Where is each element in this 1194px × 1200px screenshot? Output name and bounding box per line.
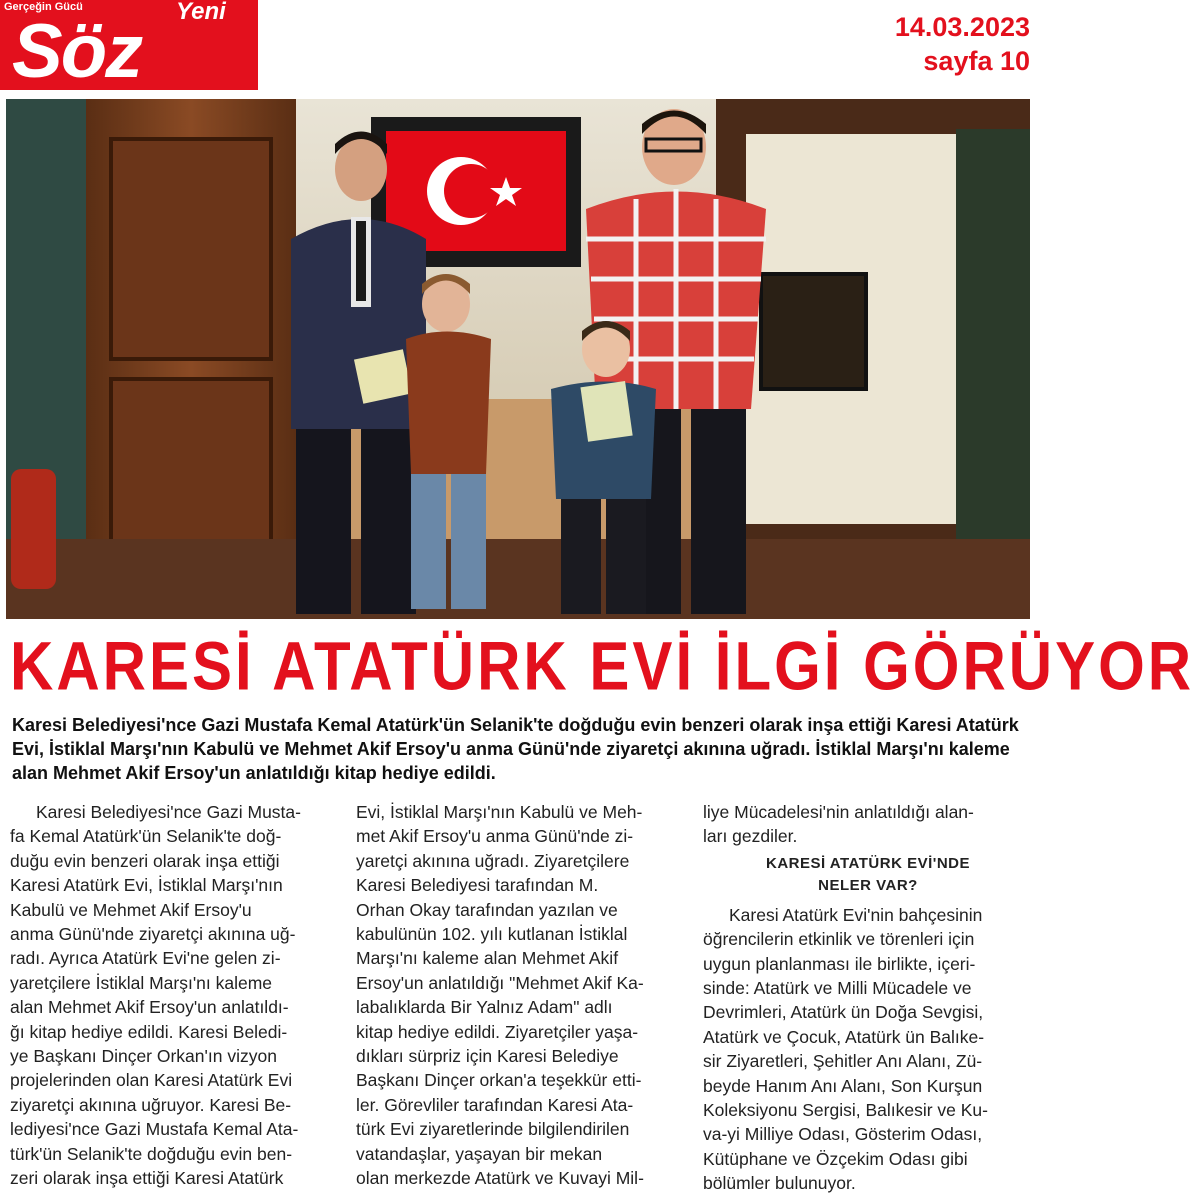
body-line: ziyaretçi akınına uğruyor. Karesi Be-	[10, 1094, 292, 1115]
body-line: ğı kitap hediye edildi. Karesi Beledi-	[10, 1021, 288, 1042]
article-subheading	[703, 853, 1033, 897]
body-column-1	[10, 800, 340, 1191]
body-line: liye Mücadelesi'nin anlatıldığı alan-	[703, 802, 974, 822]
body-line: Evi, İstiklal Marşı'nın Kabulü ve Meh-	[356, 802, 643, 822]
body-line: Marşı'nı kaleme alan Mehmet Akif	[356, 948, 619, 969]
logo-yeni: Yeni	[176, 0, 226, 25]
framed-painting	[761, 274, 866, 389]
body-line: duğu evin benzeri olarak inşa ettiği	[10, 850, 280, 871]
body-line: vatandaşlar, yaşayan bir mekan	[356, 1143, 603, 1164]
body-line: lediyesi'nce Gazi Mustafa Kemal Ata-	[10, 1119, 299, 1140]
body-line: labalıklarda Bir Yalnız Adam" adlı	[356, 997, 613, 1018]
fire-extinguisher-icon	[11, 469, 56, 589]
body-column-3	[703, 800, 1033, 1196]
photo-illustration	[6, 99, 1030, 619]
subheading-line: NELER VAR?	[818, 876, 918, 894]
body-line: uygun planlanması ile birlikte, içeri-	[703, 953, 976, 974]
body-line: va-yi Milliye Odası, Gösterim Odası,	[703, 1124, 983, 1145]
body-line: Karesi Atatürk Evi'nin bahçesinin	[729, 904, 983, 925]
body-line: bölümler bulunuyor.	[703, 1173, 856, 1194]
logo-name: Söz	[12, 9, 142, 94]
body-line: ler. Görevliler tarafından Karesi Ata-	[356, 1094, 634, 1115]
body-line: projelerinden olan Karesi Atatürk Evi	[10, 1070, 293, 1091]
article-photo	[6, 99, 1030, 619]
floor	[6, 539, 1030, 619]
body-line: kabulünün 102. yılı kutlanan İstiklal	[356, 924, 628, 945]
body-line: Karesi Atatürk Evi, İstiklal Marşı'nın	[10, 875, 283, 896]
publication-date: 14.03.2023	[894, 12, 1030, 42]
body-line: türk'ün Selanik'te doğduğu evin ben-	[10, 1143, 293, 1164]
body-line: Kütüphane ve Özçekim Odası gibi	[703, 1148, 968, 1169]
body-line: Ersoy'un anlatıldığı "Mehmet Akif Ka-	[356, 972, 644, 993]
body-line: sinde: Atatürk ve Milli Mücadele ve	[703, 978, 972, 999]
body-line: Kabulü ve Mehmet Akif Ersoy'u	[10, 899, 252, 920]
body-line: yaretçilere İstiklal Marşı'nı kaleme	[10, 972, 273, 993]
body-line: met Akif Ersoy'u anma Günü'nde zi-	[356, 826, 634, 847]
body-line: ye Başkanı Dinçer Orkan'ın vizyon	[10, 1046, 277, 1067]
body-line: yaretçi akınına uğradı. Ziyaretçilere	[356, 850, 630, 871]
body-line: olan merkezde Atatürk ve Kuvayi Mil-	[356, 1168, 644, 1189]
subheading-line: KARESİ ATATÜRK EVİ'NDE	[765, 854, 970, 872]
body-line: Karesi Belediyesi'nce Gazi Musta-	[36, 802, 301, 822]
body-line: sir Ziyaretleri, Şehitler Anı Alanı, Zü-	[703, 1051, 983, 1072]
body-line: zeri olarak inşa ettiği Karesi Atatürk	[10, 1168, 284, 1189]
body-line: Koleksiyonu Sergisi, Balıkesir ve Ku-	[703, 1100, 988, 1121]
body-line: kitap hediye edildi. Ziyaretçiler yaşa-	[356, 1021, 639, 1042]
body-line: türk Evi ziyaretlerinde bilgilendirilen	[356, 1119, 630, 1140]
body-line: ları gezdiler.	[703, 826, 798, 847]
article-headline: KARESİ ATATÜRK EVİ İLGİ GÖRÜYOR	[10, 627, 1194, 705]
body-line: öğrencilerin etkinlik ve törenleri için	[703, 929, 975, 950]
page-number: sayfa 10	[923, 46, 1030, 76]
body-line: alan Mehmet Akif Ersoy'un anlatıldı-	[10, 997, 289, 1018]
article-lead: Karesi Belediyesi'nce Gazi Mustafa Kemal Atatürk'ün Selanik'te doğduğu evin benzeri olarak inşa ettiği Karesi Atatürk Evi, İstiklal Marşı'nın Kabulü ve Mehmet Akif Ersoy'u anma Günü'nde ziyaretçi akınına uğradı. İstiklal Marşı'nı kaleme alan Mehmet Akif Ersoy'un anlatıldığı kitap hediye edildi.	[12, 715, 1019, 783]
body-line: fa Kemal Atatürk'ün Selanik'te doğ-	[10, 826, 282, 847]
body-line: Atatürk ve Çocuk, Atatürk ün Balıke-	[703, 1026, 985, 1047]
logo-tagline: Gerçeğin Gücü	[4, 1, 83, 13]
newspaper-logo	[0, 0, 258, 94]
body-column-2	[356, 800, 691, 1191]
body-line: beyde Hanım Anı Alanı, Son Kurşun	[703, 1075, 983, 1096]
body-line: anma Günü'nde ziyaretçi akınına uğ-	[10, 924, 296, 945]
body-line: Başkanı Dinçer orkan'a teşekkür etti-	[356, 1070, 642, 1091]
body-line: radı. Ayrıca Atatürk Evi'ne gelen zi-	[10, 948, 281, 969]
curtain	[956, 129, 1030, 599]
body-line: Karesi Belediyesi tarafından M.	[356, 875, 599, 896]
body-line: Orhan Okay tarafından yazılan ve	[356, 899, 618, 920]
body-line: Devrimleri, Atatürk ün Doğa Sevgisi,	[703, 1002, 984, 1023]
body-line: dıkları sürpriz için Karesi Belediye	[356, 1046, 619, 1067]
